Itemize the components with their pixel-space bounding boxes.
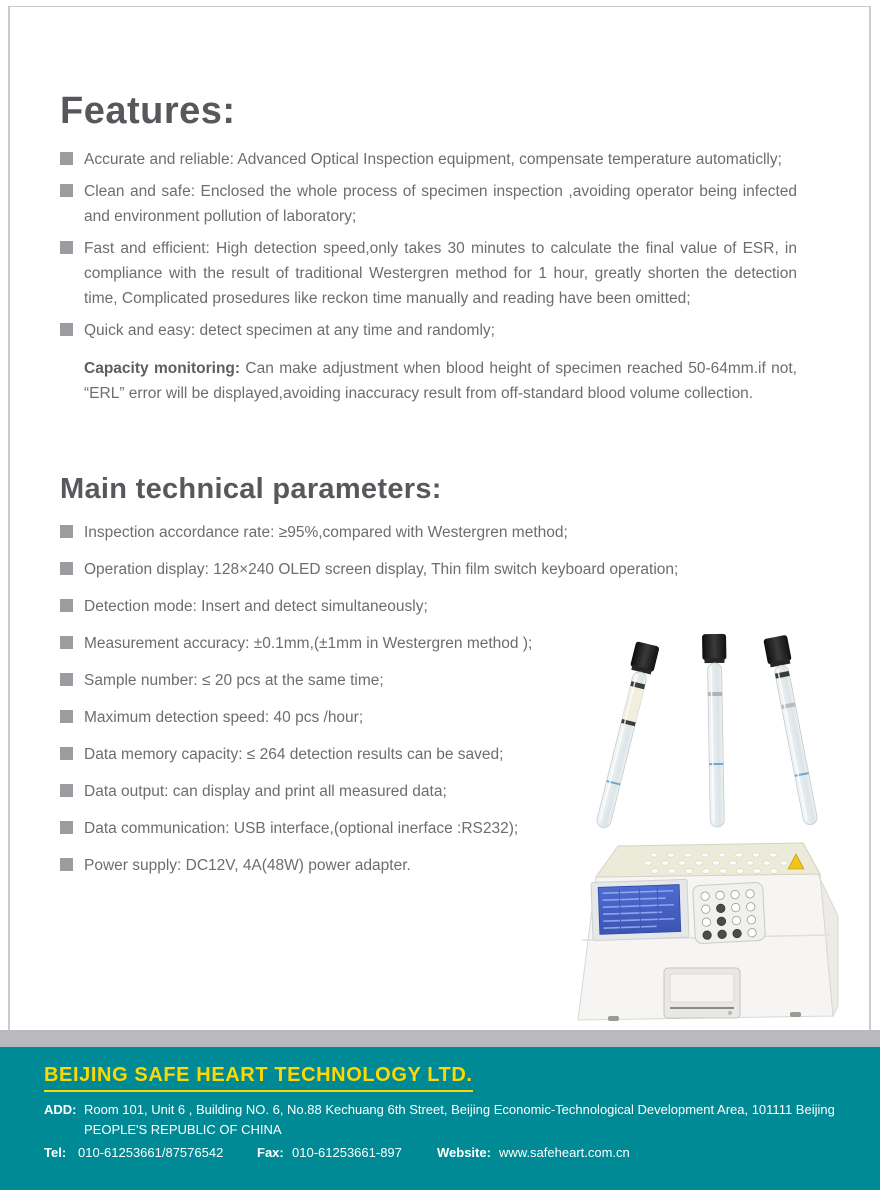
address-line-2: PEOPLE'S REPUBLIC OF CHINA	[84, 1122, 282, 1137]
fax-label: Fax:	[257, 1145, 284, 1160]
footer	[0, 1047, 880, 1190]
company-name: BEIJING SAFE HEART TECHNOLOGY LTD.	[44, 1064, 473, 1092]
address-block	[44, 1100, 844, 1140]
bullet-square-icon	[60, 323, 73, 336]
parameter-item	[60, 522, 685, 543]
feature-item	[60, 236, 797, 311]
parameter-text: Measurement accuracy: ±0.1mm,(±1mm in Westergren method );	[84, 635, 533, 652]
fax-value: 010-61253661-897	[292, 1145, 402, 1160]
parameter-text: Data memory capacity: ≤ 264 detection results can be saved;	[84, 746, 504, 763]
bullet-square-icon	[60, 821, 73, 834]
website-value: www.safeheart.com.cn	[499, 1145, 630, 1160]
esr-analyzer-image	[578, 843, 838, 1021]
footer-divider-band	[0, 1030, 880, 1047]
website-label: Website:	[437, 1145, 491, 1160]
bullet-square-icon	[60, 673, 73, 686]
address-label: ADD:	[44, 1102, 77, 1117]
features-section	[60, 90, 797, 406]
bullet-square-icon	[60, 525, 73, 538]
feature-item	[60, 179, 797, 229]
feature-item	[60, 318, 797, 343]
feature-text: Clean and safe: Enclosed the whole process of specimen inspection ,avoiding operator being infected and environment pollution of laboratory;	[84, 183, 797, 225]
page-border-top	[8, 6, 871, 7]
parameter-text: Operation display: 128×240 OLED screen display, Thin film switch keyboard operation;	[84, 561, 679, 578]
keypad	[693, 882, 766, 944]
bullet-square-icon	[60, 747, 73, 760]
feature-text: Accurate and reliable: Advanced Optical Inspection equipment, compensate temperature automaticlly;	[84, 151, 782, 168]
address-line-1: Room 101, Unit 6 , Building NO. 6, No.88 Kechuang 6th Street, Beijing Economic-Technological Development Area, 101111 Beijing	[84, 1102, 835, 1117]
test-tube-image	[702, 634, 729, 827]
parameter-text: Sample number: ≤ 20 pcs at the same time;	[84, 672, 384, 689]
feature-text: Quick and easy: detect specimen at any time and randomly;	[84, 322, 495, 339]
tel-label: Tel:	[44, 1145, 67, 1160]
contact-row	[44, 1145, 854, 1163]
capacity-monitoring-paragraph	[60, 356, 797, 406]
parameter-text: Power supply: DC12V, 4A(48W) power adapter.	[84, 857, 411, 874]
features-heading: Features:	[60, 90, 236, 132]
parameter-text: Inspection accordance rate: ≥95%,compared with Westergren method;	[84, 524, 568, 541]
bullet-square-icon	[60, 784, 73, 797]
feature-text: Fast and efficient: High detection speed,only takes 30 minutes to calculate the final value of ESR, in compliance with the result of traditional Westergren method for 1 hour, greatly shorten the detection time, Complicated prosedures like reckon time manually and reading have been omitted;	[84, 240, 797, 307]
parameter-text: Detection mode: Insert and detect simultaneously;	[84, 598, 428, 615]
features-list	[60, 147, 797, 343]
parameter-item	[60, 559, 685, 580]
parameter-text: Maximum detection speed: 40 pcs /hour;	[84, 709, 364, 726]
bullet-square-icon	[60, 636, 73, 649]
parameter-text: Data communication: USB interface,(optional inerface :RS232);	[84, 820, 519, 837]
parameter-text: Data output: can display and print all measured data;	[84, 783, 447, 800]
bullet-square-icon	[60, 152, 73, 165]
bullet-square-icon	[60, 562, 73, 575]
bullet-square-icon	[60, 710, 73, 723]
capacity-monitoring-text: Can make adjustment when blood height of specimen reached 50-64mm.if not, “ERL” error will be displayed,avoiding inaccuracy result from off-standard blood volume collection.	[84, 360, 797, 402]
test-tube-image	[763, 635, 823, 827]
lcd-screen	[591, 879, 689, 940]
page-border-left	[8, 6, 10, 1032]
bullet-square-icon	[60, 184, 73, 197]
parameters-heading: Main technical parameters:	[60, 473, 442, 505]
bullet-square-icon	[60, 858, 73, 871]
feature-item	[60, 147, 797, 172]
parameter-item	[60, 596, 685, 617]
bullet-square-icon	[60, 241, 73, 254]
bullet-square-icon	[60, 599, 73, 612]
printer-slot	[664, 968, 740, 1018]
test-tube-image	[591, 641, 660, 830]
tel-value: 010-61253661/87576542	[78, 1145, 224, 1160]
capacity-monitoring-lead: Capacity monitoring:	[84, 360, 241, 377]
address-text	[84, 1100, 835, 1140]
product-photo	[558, 618, 880, 1040]
product-illustration	[558, 618, 880, 1040]
